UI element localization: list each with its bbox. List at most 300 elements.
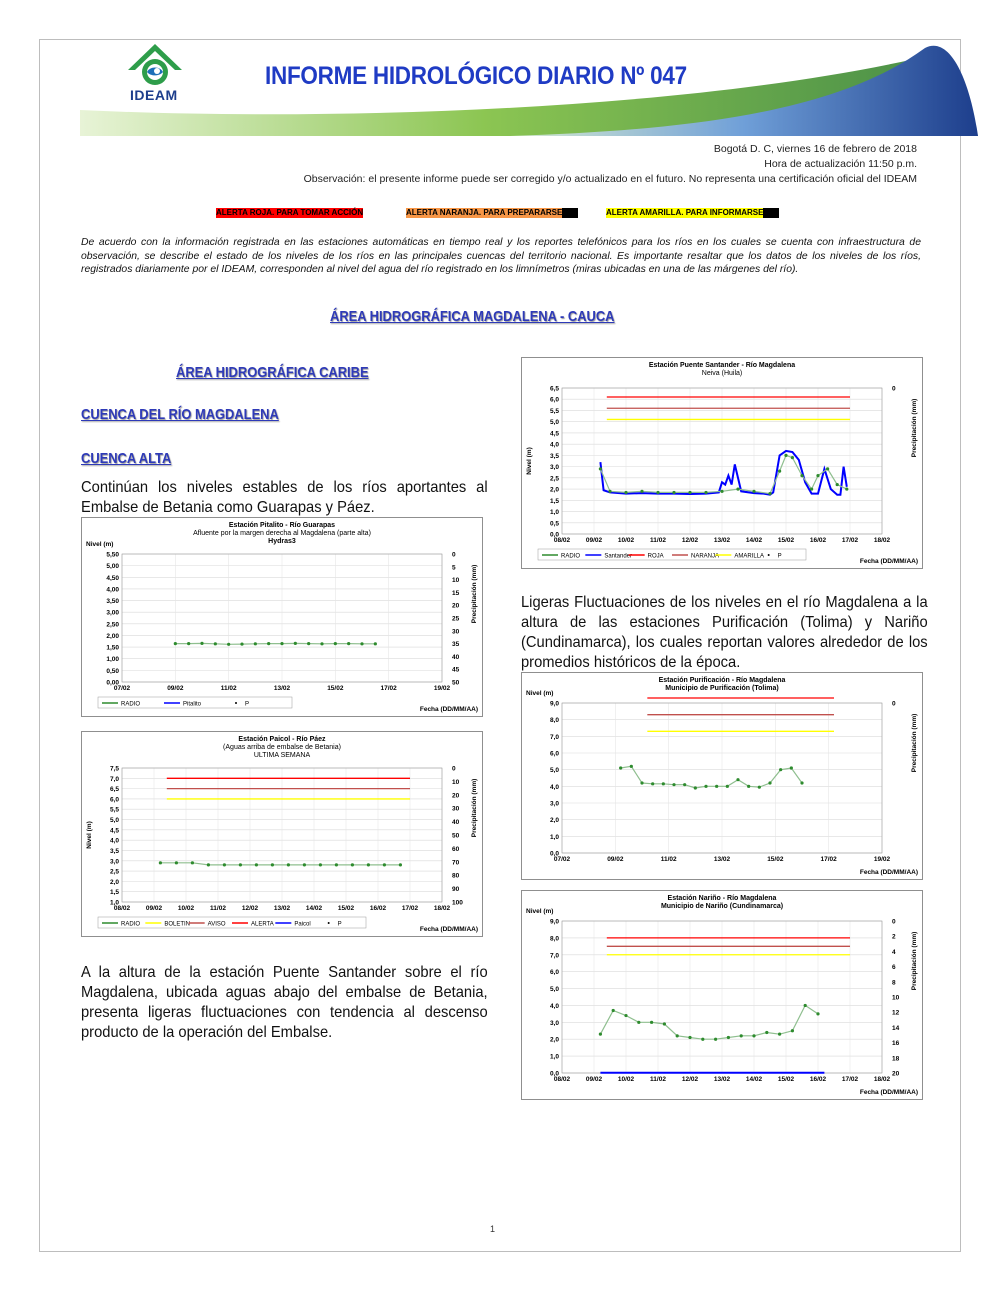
legend-entry: ALERTA [251,921,274,928]
y-tick-label: 5,5 [109,806,119,814]
data-point [200,642,203,645]
x-axis-label: Fecha (DD/MM/AA) [419,706,478,713]
y2-tick-label: 10 [892,994,900,1002]
chart-subtitle-2: ULTIMA SEMANA [253,752,311,759]
y2-tick-label: 60 [452,845,460,853]
y2-tick-label: 8 [892,979,896,987]
y2-tick-label: 30 [452,628,460,636]
legend-entry: Santander [604,553,633,560]
data-point [800,781,803,784]
data-point [624,1014,627,1017]
data-point [845,487,848,490]
y2-tick-label: 16 [892,1040,900,1048]
chart-svg [522,673,922,879]
x-axis-label: Fecha (DD/MM/AA) [859,1089,918,1096]
data-point [804,1004,807,1007]
y-tick-label: 0,00 [106,679,119,687]
y-tick-label: 3,5 [109,847,119,855]
data-point [752,1034,755,1037]
data-point [816,474,819,477]
x-tick-label: 10/02 [177,905,195,912]
y-tick-label: 1,0 [109,899,119,907]
x-tick-label: 11/02 [650,537,666,544]
y-tick-label: 1,0 [549,509,559,517]
data-point [836,483,839,486]
data-point [360,642,363,645]
chart-svg [522,891,922,1099]
data-point [334,642,337,645]
data-point [399,863,402,866]
data-point [676,1034,679,1037]
chart-svg [82,518,482,716]
data-point [790,766,793,769]
data-point [214,642,217,645]
x-tick-label: 09/02 [145,905,163,912]
data-point [720,490,723,493]
data-point [736,778,739,781]
update-time: Hora de actualización 11:50 p.m. [764,158,917,170]
y-tick-label: 2,50 [106,621,119,629]
legend-entry: Paicol [294,921,311,928]
chart-title: Estación Nariño - Río Magdalena [667,895,777,902]
x-axis-label: Fecha (DD/MM/AA) [859,869,918,876]
x-tick-label: 15/02 [777,1076,795,1083]
x-tick-label: 19/02 [873,856,891,863]
data-point [612,1009,615,1012]
y-tick-label: 3,0 [549,1019,559,1027]
y2-axis-label: Precipitación (mm) [911,398,918,458]
data-point [223,863,226,866]
y-tick-label: 4,50 [106,574,119,582]
y-tick-label: 6,5 [109,786,119,794]
y2-tick-label: 90 [452,886,460,894]
data-point [347,642,350,645]
y-tick-label: 1,00 [106,656,119,664]
x-tick-label: 18/02 [873,1076,891,1083]
data-point [335,863,338,866]
y2-tick-label: 6 [892,964,896,972]
chart-narino [521,890,923,1100]
legend-swatch [768,554,770,556]
x-tick-label: 07/02 [553,856,571,863]
x-tick-label: 13/02 [273,685,291,692]
y-tick-label: 2,5 [109,868,119,876]
heading-area-magdalena-cauca: ÁREA HIDROGRÁFICA MAGDALENA - CAUCA [330,308,615,325]
intro-paragraph: De acuerdo con la información registrada en las estaciones automáticas en tiempo real y los reportes telefónicos para los ríos en los cuales se cuenta con infraestructura de observación, se describe el estado de los niveles de los ríos en las principales cuencas del territorio nacional. Es importante resaltar que los datos de los niveles de los ríos, registrados diariamente por el IDEAM, corresponden al nivel del agua del río registrado en los limnímetros (miras ubicadas en una de las márgenes del río). [81,237,921,275]
data-point [747,785,750,788]
x-tick-label: 17/02 [380,685,397,692]
data-point [624,491,627,494]
chart-title: Estación Pitalito - Río Guarapas [228,522,336,529]
y-tick-label: 9,0 [549,700,559,708]
y-tick-label: 1,5 [109,889,119,897]
legend-swatch [235,702,237,704]
x-tick-label: 19/02 [433,685,451,692]
data-point [758,786,761,789]
observation-note: Observación: el presente informe puede ser corregido y/o actualizado en el futuro. No representa una certificación oficial del IDEAM [303,173,917,185]
data-point [319,863,322,866]
chart-svg [82,732,482,936]
y-tick-label: 3,50 [106,598,119,606]
data-point [651,782,654,785]
x-tick-label: 13/02 [713,537,731,544]
y-tick-label: 4,0 [549,1002,559,1010]
x-tick-label: 16/02 [809,537,827,544]
y2-tick-label: 0 [892,385,896,393]
data-point [683,783,686,786]
heading-cuenca-alta: CUENCA ALTA [81,450,172,467]
data-point [765,1031,768,1034]
data-point [663,1022,666,1025]
x-tick-label: 07/02 [113,685,131,692]
series-line [160,863,400,865]
data-point [791,456,794,459]
data-point [650,1021,653,1024]
y-tick-label: 5,0 [549,419,559,427]
y2-tick-label: 14 [892,1024,900,1032]
data-point [207,863,210,866]
alert-orange-label: ALERTA NARANJA. PARA PREPARARSE [406,208,563,217]
data-point [608,490,611,493]
data-point [159,861,162,864]
y-tick-label: 0,50 [106,667,119,675]
legend-entry: P [337,921,342,928]
legend-entry: RADIO [121,921,141,928]
x-tick-label: 09/02 [167,685,184,692]
page-number: 1 [490,1224,496,1234]
legend-entry: RADIO [561,553,581,560]
y2-tick-label: 80 [452,872,460,880]
data-point [778,470,781,473]
alert-orange [406,208,578,218]
data-point [175,861,178,864]
x-tick-label: 14/02 [745,1076,763,1083]
x-tick-label: 13/02 [273,905,291,912]
legend-entry: RADIO [121,701,141,708]
data-point [672,783,675,786]
x-axis-label: Fecha (DD/MM/AA) [419,926,478,933]
x-tick-label: 12/02 [681,1076,699,1083]
x-tick-label: 16/02 [809,1076,827,1083]
y2-axis-label: Precipitación (mm) [471,778,478,838]
x-tick-label: 10/02 [617,1076,635,1083]
paragraph-puente-santander: A la altura de la estación Puente Santander sobre el río Magdalena, ubicada aguas abajo del embalse de Betania, presenta ligeras fluctuaciones con tendencia al descenso producto de la operación del Embalse. [81,964,488,1041]
y2-tick-label: 25 [452,615,460,623]
chart-subtitle: Municipio de Purificación (Tolima) [665,685,779,692]
legend-entry: NARANJA [691,553,720,560]
chart-subtitle: Neiva (Huila) [701,370,743,377]
y-tick-label: 0,0 [549,531,559,539]
y2-tick-label: 20 [452,602,460,610]
y-tick-label: 4,0 [109,837,119,845]
data-point [630,765,633,768]
y2-tick-label: 45 [452,666,460,674]
y2-tick-label: 40 [452,653,460,661]
x-tick-label: 15/02 [767,856,784,863]
data-point [694,786,697,789]
chart-puente-santander [521,357,923,569]
y-tick-label: 2,0 [549,817,559,825]
x-tick-label: 08/02 [553,1076,571,1083]
data-point [599,1033,602,1036]
y2-tick-label: 0 [892,918,896,926]
data-point [688,1036,691,1039]
y2-tick-label: 2 [892,933,896,941]
data-point [227,643,230,646]
data-point [640,490,643,493]
x-tick-label: 14/02 [745,537,763,544]
y-tick-label: 9,0 [549,918,559,926]
y-axis-label: Nivel (m) [86,541,114,548]
alert-red [216,208,363,218]
data-point [816,1012,819,1015]
y2-tick-label: 15 [452,589,460,597]
y-tick-label: 4,0 [549,441,559,449]
y-axis-label: Nivel (m) [526,908,554,915]
x-tick-label: 16/02 [369,905,387,912]
y2-tick-label: 50 [452,832,460,840]
y-tick-label: 1,0 [549,1053,559,1061]
x-tick-label: 11/02 [220,685,237,692]
data-point [784,454,787,457]
x-tick-label: 12/02 [241,905,259,912]
y-tick-label: 8,0 [549,717,559,725]
y-tick-label: 0,0 [549,1070,559,1078]
data-point [740,1034,743,1037]
legend-swatch [328,922,330,924]
y-tick-label: 7,0 [549,733,559,741]
y-axis-label: Nivel (m) [86,821,93,849]
y-tick-label: 4,5 [109,827,119,835]
heading-cuenca-magdalena: CUENCA DEL RÍO MAGDALENA [81,406,279,423]
chart-subtitle-2: Hydras3 [268,538,296,545]
x-tick-label: 17/02 [841,537,859,544]
data-point [307,642,310,645]
data-point [294,642,297,645]
x-tick-label: 17/02 [401,905,419,912]
legend-entry: AVISO [207,921,226,928]
chart-subtitle: (Aguas arriba de embalse de Betania) [223,744,341,751]
y-tick-label: 6,0 [549,969,559,977]
x-tick-label: 14/02 [305,905,323,912]
y-axis-label: Nivel (m) [526,447,533,475]
x-tick-label: 13/02 [713,1076,731,1083]
x-tick-label: 15/02 [777,537,795,544]
alert-red-label: ALERTA ROJA. PARA TOMAR ACCIÓN [216,208,364,217]
chart-title: Estación Paicol - Río Páez [238,736,326,743]
y2-tick-label: 4 [892,948,896,956]
legend-entry: P [777,553,782,560]
chart-title: Estación Puente Santander - Río Magdalena [648,362,796,369]
data-point [701,1038,704,1041]
x-tick-label: 17/02 [841,1076,859,1083]
data-point [280,642,283,645]
data-point [727,1036,730,1039]
data-point [688,491,691,494]
data-point [800,474,803,477]
series-line [600,455,846,493]
report-title: INFORME HIDROLÓGICO DIARIO Nº 047 [265,62,687,90]
data-point [714,1038,717,1041]
y2-tick-label: 5 [452,564,456,572]
y-tick-label: 3,5 [549,452,559,460]
paragraph-purificacion-narino: Ligeras Fluctuaciones de los niveles en el río Magdalena a la altura de las estaciones Purificación (Tolima) y Nariño (Cundinamarca), los cuales reportan valores alrededor de los promedios históricos de la época. [521,594,928,671]
data-point [255,863,258,866]
x-tick-label: 09/02 [607,856,624,863]
y-tick-label: 5,0 [549,986,559,994]
data-point [672,491,675,494]
x-tick-label: 15/02 [337,905,355,912]
y-tick-label: 5,50 [106,551,119,559]
x-tick-label: 11/02 [210,905,226,912]
data-point [779,768,782,771]
data-point [187,642,190,645]
x-tick-label: 18/02 [873,537,891,544]
x-tick-label: 17/02 [820,856,837,863]
x-tick-label: 08/02 [113,905,131,912]
y2-tick-label: 0 [452,765,456,773]
y-tick-label: 5,5 [549,407,559,415]
y-tick-label: 2,00 [106,632,119,640]
series-line [175,643,375,644]
data-point [174,642,177,645]
y-tick-label: 3,0 [549,464,559,472]
y2-tick-label: 20 [892,1070,900,1078]
y-tick-label: 8,0 [549,935,559,943]
chart-subtitle: Afluente por la margen derecha al Magdalena (parte alta) [193,530,371,537]
chart-svg [522,358,922,568]
paragraph-guarapas-paez: Continúan los niveles estables de los ríos aportantes al Embalse de Betania como Guarapas y Páez. [81,479,488,516]
data-point [704,491,707,494]
y-tick-label: 6,0 [549,396,559,404]
data-point [791,1029,794,1032]
data-point [768,781,771,784]
report-date: Bogotá D. C, viernes 16 de febrero de 2018 [713,143,917,155]
data-point [715,785,718,788]
data-point [640,781,643,784]
alert-yellow-marker [763,208,779,218]
x-tick-label: 13/02 [713,856,731,863]
y2-tick-label: 20 [452,792,460,800]
alert-yellow [606,208,779,218]
data-point [619,766,622,769]
y2-axis-label: Precipitación (mm) [911,713,918,773]
data-point [826,467,829,470]
data-point [599,467,602,470]
chart-title: Estación Purificación - Río Magdalena [658,677,786,684]
y2-axis-label: Precipitación (mm) [911,931,918,991]
data-point [271,863,274,866]
y2-tick-label: 10 [452,778,460,786]
data-point [637,1021,640,1024]
y-tick-label: 3,0 [549,800,559,808]
y2-tick-label: 30 [452,805,460,813]
y-tick-label: 7,0 [109,775,119,783]
y2-tick-label: 12 [892,1009,900,1017]
y2-tick-label: 10 [452,577,460,585]
data-point [736,487,739,490]
x-axis-label: Fecha (DD/MM/AA) [859,558,918,565]
x-tick-label: 18/02 [433,905,451,912]
x-tick-label: 10/02 [617,537,635,544]
data-point [320,642,323,645]
y2-tick-label: 35 [452,641,460,649]
logo-text: IDEAM [130,87,178,103]
data-point [267,642,270,645]
y-tick-label: 6,5 [549,385,559,393]
data-point [351,863,354,866]
y-tick-label: 7,0 [549,952,559,960]
y-tick-label: 3,00 [106,609,119,617]
legend-entry: AMARILLA [734,553,765,560]
x-tick-label: 12/02 [681,537,699,544]
y-tick-label: 0,5 [549,520,559,528]
y-tick-label: 1,50 [106,644,119,652]
y-tick-label: 2,5 [549,475,559,483]
alert-yellow-label: ALERTA AMARILLA. PARA INFORMARSE [606,208,764,217]
data-point [778,1033,781,1036]
legend-entry: ROJA [647,553,664,560]
y-tick-label: 5,0 [549,767,559,775]
y-tick-label: 4,00 [106,586,119,594]
chart-paicol [81,731,483,937]
data-point [191,861,194,864]
y2-tick-label: 0 [892,700,896,708]
data-point [662,782,665,785]
data-point [656,491,659,494]
data-point [810,487,813,490]
y-tick-label: 0,0 [549,850,559,858]
y-tick-label: 5,00 [106,563,119,571]
y-axis-label: Nivel (m) [526,690,554,697]
chart-pitalito [81,517,483,717]
y2-tick-label: 18 [892,1055,900,1063]
y2-tick-label: 100 [452,899,463,907]
y2-tick-label: 40 [452,819,460,827]
y-tick-label: 7,5 [109,765,119,773]
data-point [367,863,370,866]
y-tick-label: 2,0 [549,486,559,494]
y-tick-label: 4,5 [549,430,559,438]
y2-tick-label: 70 [452,859,460,867]
data-point [726,785,729,788]
y2-tick-label: 0 [452,551,456,559]
data-point [287,863,290,866]
y-tick-label: 6,0 [109,796,119,804]
x-tick-label: 09/02 [585,537,603,544]
y2-tick-label: 50 [452,679,460,687]
data-point [239,863,242,866]
data-point [704,785,707,788]
y-tick-label: 2,0 [549,1036,559,1044]
x-tick-label: 08/02 [553,537,571,544]
data-point [383,863,386,866]
data-point [254,642,257,645]
chart-purificacion [521,672,923,880]
data-point [752,490,755,493]
data-point [240,642,243,645]
y2-axis-label: Precipitación (mm) [471,564,478,624]
y-tick-label: 5,0 [109,817,119,825]
y-tick-label: 2,0 [109,878,119,886]
y-tick-label: 3,0 [109,858,119,866]
series-line [600,451,846,495]
x-tick-label: 11/02 [660,856,677,863]
heading-area-caribe: ÁREA HIDROGRÁFICA CARIBE [176,364,369,381]
data-point [768,492,771,495]
legend-entry: BOLETIN [164,921,191,928]
alert-orange-marker [562,208,578,218]
